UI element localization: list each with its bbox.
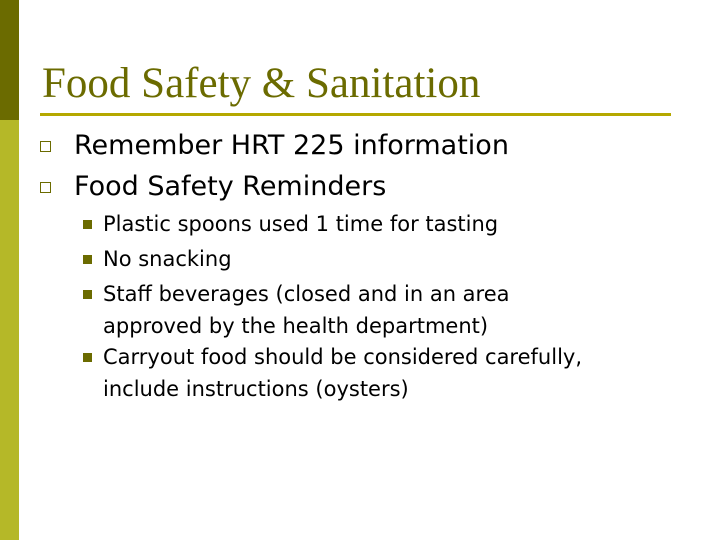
filled-square-bullet-icon	[83, 220, 92, 229]
side-bar-dark	[0, 0, 19, 120]
square-bullet-icon	[40, 141, 51, 152]
sub-bullet-text: Carryout food should be considered carefully, include instructions (oysters)	[103, 345, 583, 401]
side-bar-light	[0, 120, 19, 540]
filled-square-bullet-icon	[83, 353, 92, 362]
slide-title: Food Safety & Sanitation	[42, 60, 481, 107]
square-bullet-icon	[40, 182, 51, 193]
title-underline	[40, 113, 671, 116]
filled-square-bullet-icon	[83, 290, 92, 299]
filled-square-bullet-icon	[83, 255, 92, 264]
bullet-text: Remember HRT 225 information	[74, 130, 509, 161]
sub-bullet-text: Staff beverages (closed and in an area approved by the health department)	[103, 282, 510, 338]
sub-bullet-text: Plastic spoons used 1 time for tasting	[103, 212, 499, 236]
bullet-text: Food Safety Reminders	[74, 171, 387, 202]
sub-bullet-text: No snacking	[103, 247, 232, 271]
